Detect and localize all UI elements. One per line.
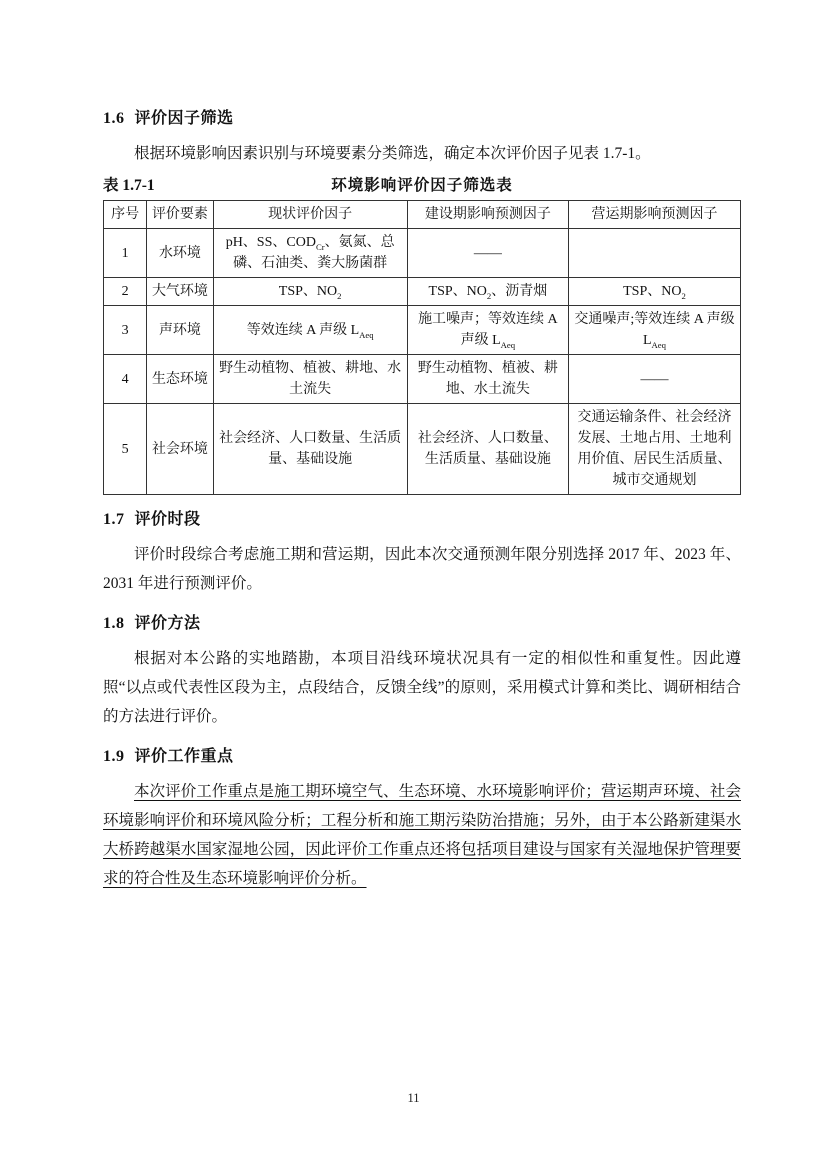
table-label: 表 1.7-1 [103, 177, 155, 194]
table-header-row [104, 201, 741, 229]
section-1-6-paragraph: 根据环境影响因素识别与环境要素分类筛选，确定本次评价因子见表 1.7-1。 [134, 145, 651, 162]
section-title: 评价因子筛选 [134, 110, 234, 127]
table-row [104, 306, 741, 355]
section-title: 评价工作重点 [134, 748, 234, 765]
table-row [104, 278, 741, 306]
table-cell: 社会环境 [147, 404, 213, 495]
section-heading-1-8 [103, 613, 741, 635]
section-number: 1.7 [103, 511, 125, 528]
page-number: 11 [407, 1091, 420, 1105]
section-1-9-paragraph: 本次评价工作重点是施工期环境空气、生态环境、水环境影响评价；营运期声环境、社会环境影响评价和环境风险分析；工程分析和施工期污染防治措施；另外，由于本公路新建渠水大桥跨越渠水国家湿地公园，因此评价工作重点还将包括项目建设与国家有关湿地保护管理要求的符合性及生态环境影响评价分析。 [103, 783, 741, 887]
section-number: 1.6 [103, 110, 125, 127]
section-1-8-paragraph: 根据对本公路的实地踏勘，本项目沿线环境状况具有一定的相似性和重复性。因此遵照“以点或代表性区段为主，点段结合，反馈全线”的原则，采用模式计算和类比、调研相结合的方法进行评价。 [103, 650, 741, 725]
table-header-cell: 序号 [104, 201, 147, 229]
table-cell [568, 229, 740, 278]
section-number: 1.8 [103, 615, 125, 632]
table-cell: 生态环境 [147, 355, 213, 404]
section-heading-1-7 [103, 509, 741, 531]
table-cell: 5 [104, 404, 147, 495]
table-cell: 水环境 [147, 229, 213, 278]
table-cell: 声环境 [147, 306, 213, 355]
table-caption [103, 175, 741, 197]
table-row [104, 355, 741, 404]
table-cell: 社会经济、人口数量、生活质量、基础设施 [213, 404, 407, 495]
table-header-cell: 评价要素 [147, 201, 213, 229]
table-cell: 4 [104, 355, 147, 404]
table-cell: 等效连续 A 声级 $L_{Aeq}$ [213, 306, 407, 355]
table-cell: pH、SS、$COD_{Cr}$、氨氮、总磷、石油类、粪大肠菌群 [213, 229, 407, 278]
section-number: 1.9 [103, 748, 125, 765]
factor-screening-table [103, 200, 741, 495]
table-cell: TSP、$NO_2$、沥青烟 [407, 278, 568, 306]
table-title: 环境影响评价因子筛选表 [331, 177, 513, 194]
table-cell: 2 [104, 278, 147, 306]
table-body [104, 229, 741, 495]
page-content [103, 108, 741, 900]
table-cell: 社会经济、人口数量、生活质量、基础设施 [407, 404, 568, 495]
table-row [104, 229, 741, 278]
table-cell: 施工噪声；等效连续 A 声级 $L_{Aeq}$ [407, 306, 568, 355]
table-header-cell: 现状评价因子 [213, 201, 407, 229]
table-cell: TSP、$NO_2$ [213, 278, 407, 306]
table-cell: 野生动植物、植被、耕地、水土流失 [407, 355, 568, 404]
table-cell: 3 [104, 306, 147, 355]
table-cell: 大气环境 [147, 278, 213, 306]
table-cell: 野生动植物、植被、耕地、水土流失 [213, 355, 407, 404]
table-cell: —— [407, 229, 568, 278]
section-1-7-paragraph: 评价时段综合考虑施工期和营运期，因此本次交通预测年限分别选择 2017 年、2023 年、2031 年进行预测评价。 [103, 546, 741, 592]
section-heading-1-9 [103, 746, 741, 768]
table-cell: —— [568, 355, 740, 404]
table-header-cell: 建设期影响预测因子 [407, 201, 568, 229]
table-cell: TSP、$NO_2$ [568, 278, 740, 306]
table-cell: 交通运输条件、社会经济发展、土地占用、土地利用价值、居民生活质量、城市交通规划 [568, 404, 740, 495]
table-cell: 交通噪声;等效连续 A 声级 $L_{Aeq}$ [568, 306, 740, 355]
table-cell: 1 [104, 229, 147, 278]
section-title: 评价方法 [134, 615, 201, 632]
section-heading-1-6 [103, 108, 741, 130]
table-header-cell: 营运期影响预测因子 [568, 201, 740, 229]
section-title: 评价时段 [134, 511, 201, 528]
table-row [104, 404, 741, 495]
